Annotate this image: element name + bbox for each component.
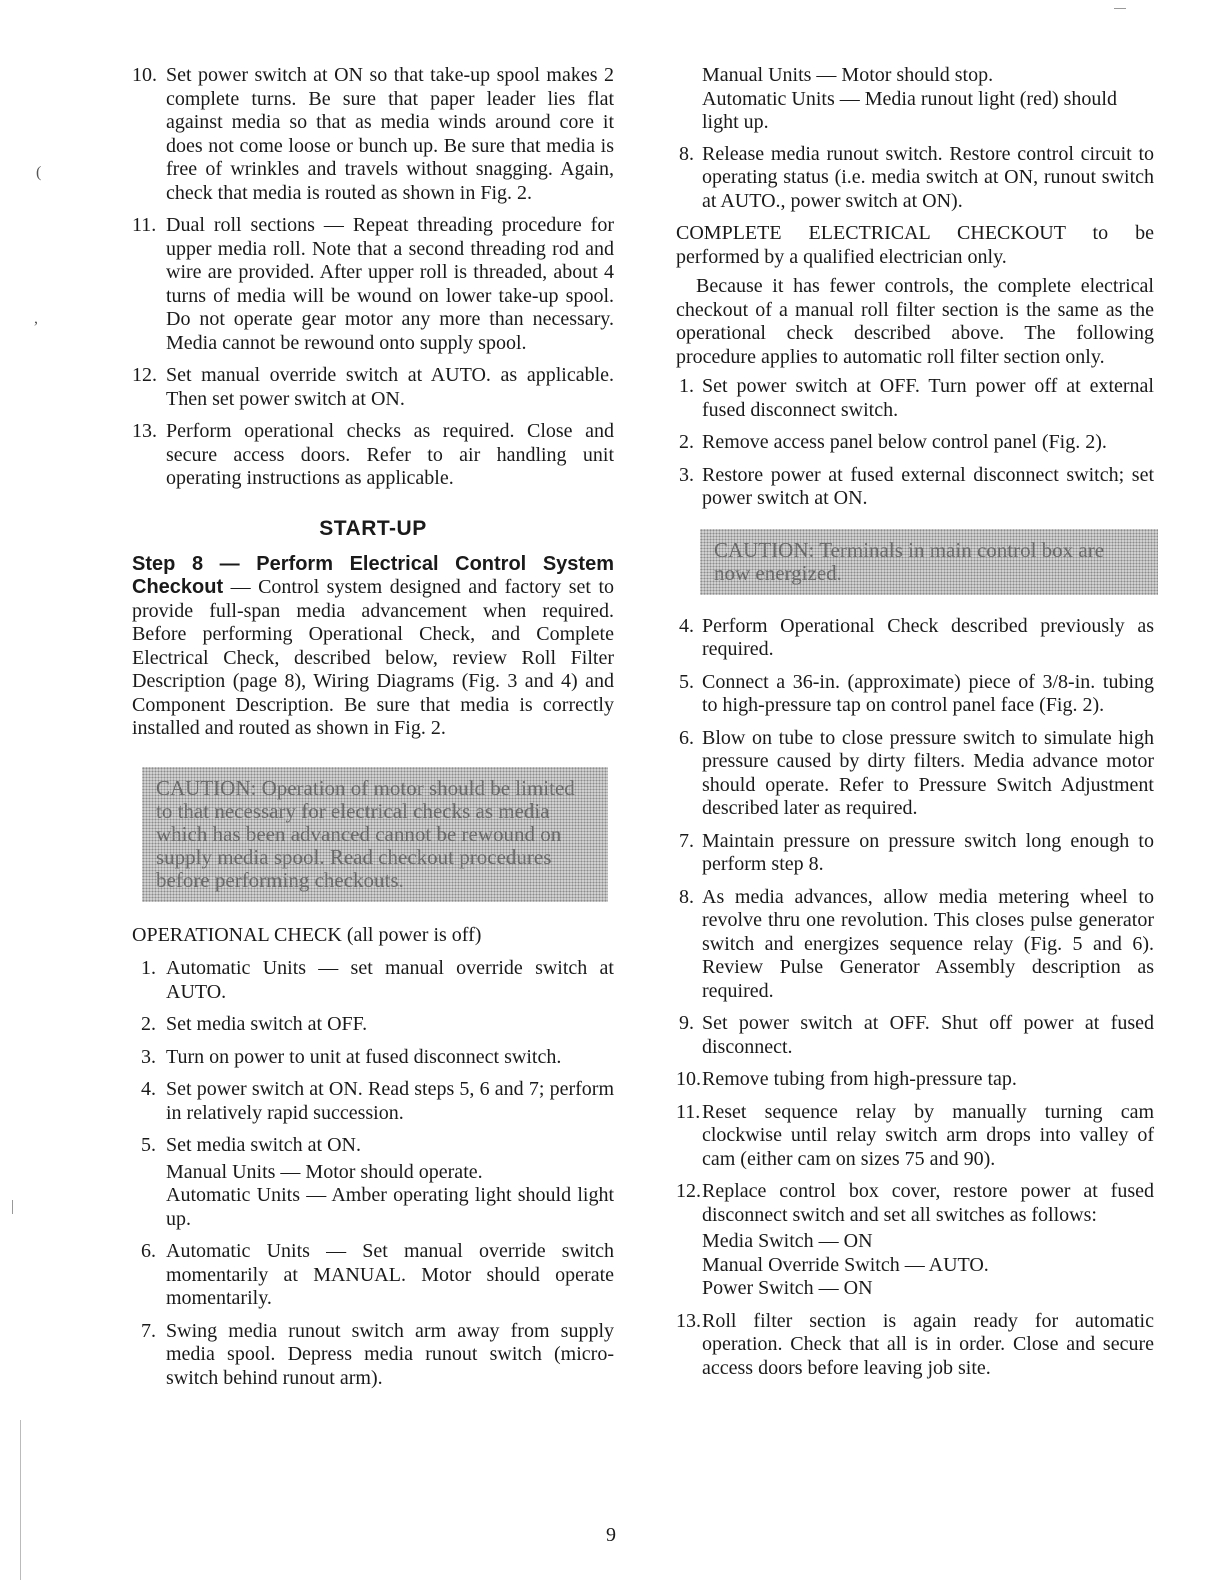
step8-text: — Control system designed and factory set to provide full-span media advancement when required. Before performing Operational Check, and Complete Electrical Check, described below, review Roll Filter Description (page 8), Wiring Diagrams (Fig. 3 and 4) and Component Description. Be sure that media is correctly installed and routed as shown in Fig. 2. — [132, 576, 614, 739]
operational-check-heading: OPERATIONAL CHECK (all power is off) — [132, 923, 482, 946]
list-item — [676, 727, 1154, 821]
list-item — [676, 1310, 1154, 1381]
step7-continuation — [676, 64, 1154, 135]
item-number: 6. — [141, 1240, 156, 1262]
item-text: Turn on power to unit at fused disconnect switch. — [166, 1045, 562, 1068]
item-text: Remove access panel below control panel (Fig. 2). — [702, 431, 1107, 453]
item-number: 7. — [141, 1319, 156, 1342]
item-number: 2. — [141, 1013, 156, 1035]
list-item — [132, 64, 614, 205]
margin-rule — [20, 1420, 21, 1580]
threading-steps-list — [132, 64, 614, 491]
item-number: 7. — [679, 829, 694, 852]
list-item — [676, 615, 1154, 662]
item-number: 4. — [679, 614, 694, 637]
item-text: Set power switch at OFF. Shut off power at fused disconnect. — [702, 1012, 1154, 1058]
list-item — [676, 671, 1154, 718]
item-number: 5. — [679, 670, 694, 693]
list-item — [132, 364, 614, 411]
item-text: Automatic Units — set manual override switch at AUTO. — [166, 957, 614, 1003]
operational-check-list-continued — [676, 143, 1154, 214]
item-text: Swing media runout switch arm away from supply media spool. Depress media runout switch (micro-switch behind runout arm). — [166, 1319, 614, 1389]
page-number: 9 — [606, 1524, 616, 1546]
right-column — [676, 64, 1154, 1389]
item-text: Set media switch at OFF. — [166, 1013, 368, 1035]
margin-rule — [12, 1200, 13, 1214]
item-text: Release media runout switch. Restore control circuit to operating status (i.e. media switch at ON, runout switch at AUTO., power switch at ON). — [702, 142, 1154, 212]
item-text: Roll filter section is again ready for automatic operation. Check that all is in order. Close and secure access doors before leaving job site. — [702, 1309, 1154, 1379]
margin-mark: , — [34, 310, 38, 327]
list-item — [676, 431, 1154, 455]
list-item — [132, 1046, 614, 1070]
item-number: 10. — [132, 64, 157, 86]
item-text: Blow on tube to close pressure switch to simulate high pressure caused by dirty filters. Media advance motor should operate. Refer to Pressure Switch Adjustment described later as required. — [702, 726, 1154, 819]
item-text: Perform Operational Check described previously as required. — [702, 614, 1154, 660]
item-number: 12. — [676, 1180, 701, 1202]
caution-box-motor: CAUTION: Operation of motor should be limited to that necessary for electrical checks as media which has been advanced cannot be rewound on supply media spool. Read checkout procedures before performing checkouts. — [142, 767, 608, 902]
item-text: Replace control box cover, restore power at fused disconnect switch and set all switches as follows: — [702, 1180, 1154, 1226]
item-text: Maintain pressure on pressure switch long enough to perform step 8. — [702, 829, 1154, 875]
item-number: 10. — [676, 1068, 701, 1090]
list-item — [132, 420, 614, 491]
margin-mark: ( — [36, 164, 42, 181]
item-number: 11. — [132, 214, 157, 236]
item-text: As media advances, allow media metering wheel to revolve thru one revolution. This closes pulse generator switch and energizes sequence relay (Fig. 5 and 6). Review Pulse Generator Assembly description as required. — [702, 885, 1154, 1002]
list-item — [132, 1320, 614, 1391]
item-text: Reset sequence relay by manually turning cam clockwise until relay switch arm drops into valley of cam (either cam on sizes 75 and 90). — [702, 1100, 1154, 1170]
continuation-line: Manual Units — Motor should stop. — [702, 64, 994, 86]
list-item — [132, 1078, 614, 1125]
top-right-rule — [1114, 8, 1126, 9]
item-text: Connect a 36-in. (approximate) piece of 3/8-in. tubing to high-pressure tap on control panel face (Fig. 2). — [702, 670, 1154, 716]
sub-line: Media Switch — ON — [702, 1230, 873, 1252]
item-number: 9. — [679, 1012, 694, 1034]
list-item — [132, 214, 614, 355]
item-number: 8. — [679, 885, 694, 908]
complete-checkout-list-a — [676, 375, 1154, 511]
item-number: 11. — [676, 1100, 701, 1123]
item-number: 4. — [141, 1078, 156, 1100]
caution-box-terminals: CAUTION: Terminals in main control box are now energized. — [700, 529, 1158, 595]
item-number: 5. — [141, 1134, 156, 1156]
list-item — [676, 1180, 1154, 1301]
item-number: 13. — [676, 1309, 701, 1332]
item-number: 2. — [679, 431, 694, 453]
sub-line: Manual Override Switch — AUTO. — [702, 1253, 989, 1276]
sub-line: Manual Units — Motor should operate. — [166, 1160, 483, 1183]
list-item — [676, 143, 1154, 214]
item-text: Restore power at fused external disconnect switch; set power switch at ON. — [702, 463, 1154, 509]
item-number: 3. — [679, 463, 694, 486]
item-number: 1. — [141, 957, 156, 979]
item-text: Automatic Units — Set manual override switch momentarily at MANUAL. Motor should operate momentarily. — [166, 1240, 614, 1309]
item-text: Dual roll sections — Repeat threading procedure for upper media roll. Note that a second threading rod and wire are provided. After upper roll is threaded, about 4 turns of media will be wound on lower take-up spool. Do not operate gear motor any more than necessary. Media cannot be rewound onto supply spool. — [166, 214, 614, 354]
list-item — [132, 1134, 614, 1231]
item-text: Perform operational checks as required. Close and secure access doors. Refer to air handling unit operating instructions as applicable. — [166, 420, 614, 489]
item-number: 13. — [132, 420, 157, 442]
complete-electrical-heading: COMPLETE ELECTRICAL CHECKOUT to be performed by a qualified electrician only. — [676, 222, 1154, 268]
item-text: Set media switch at ON. — [166, 1134, 361, 1156]
list-item — [676, 886, 1154, 1004]
item-number: 6. — [679, 726, 694, 749]
operational-check-list — [132, 957, 614, 1390]
item-text: Set power switch at OFF. Turn power off at external fused disconnect switch. — [702, 375, 1154, 421]
startup-heading: START-UP — [319, 516, 427, 540]
step8-paragraph — [132, 553, 614, 741]
list-item — [676, 1012, 1154, 1059]
list-item — [676, 464, 1154, 511]
list-item — [676, 1101, 1154, 1172]
item-number: 1. — [679, 375, 694, 397]
item-number: 8. — [679, 142, 694, 165]
sub-line: Power Switch — ON — [702, 1277, 873, 1299]
sub-lines — [702, 1230, 1154, 1301]
item-number: 3. — [141, 1045, 156, 1068]
list-item — [132, 1013, 614, 1037]
item-text: Remove tubing from high-pressure tap. — [702, 1068, 1017, 1090]
list-item — [676, 830, 1154, 877]
list-item — [132, 957, 614, 1004]
complete-checkout-list-b — [676, 615, 1154, 1381]
item-number: 12. — [132, 364, 157, 386]
sub-line: Automatic Units — Amber operating light should light up. — [166, 1184, 614, 1230]
left-column — [132, 64, 614, 1399]
step8-title: Step 8 — Perform Electrical Control System Checkout — [132, 552, 614, 598]
sub-lines — [166, 1161, 614, 1232]
list-item — [132, 1240, 614, 1311]
list-item — [676, 375, 1154, 422]
complete-electrical-intro: Because it has fewer controls, the complete electrical checkout of a manual roll filter section is the same as the operational check described above. The following procedure applies to automatic roll filter section only. — [676, 275, 1154, 368]
continuation-line: Automatic Units — Media runout light (red) should light up. — [702, 87, 1117, 133]
list-item — [676, 1068, 1154, 1092]
item-text: Set power switch at ON so that take-up spool makes 2 complete turns. Be sure that paper leader lies flat against media so that as media winds around core it does not come loose or bunch up. Be sure that media is free of wrinkles and travels without snagging. Again, check that media is routed as shown in Fig. 2. — [166, 64, 614, 204]
item-text: Set manual override switch at AUTO. as applicable. Then set power switch at ON. — [166, 364, 614, 410]
item-text: Set power switch at ON. Read steps 5, 6 and 7; perform in relatively rapid succession. — [166, 1078, 614, 1124]
